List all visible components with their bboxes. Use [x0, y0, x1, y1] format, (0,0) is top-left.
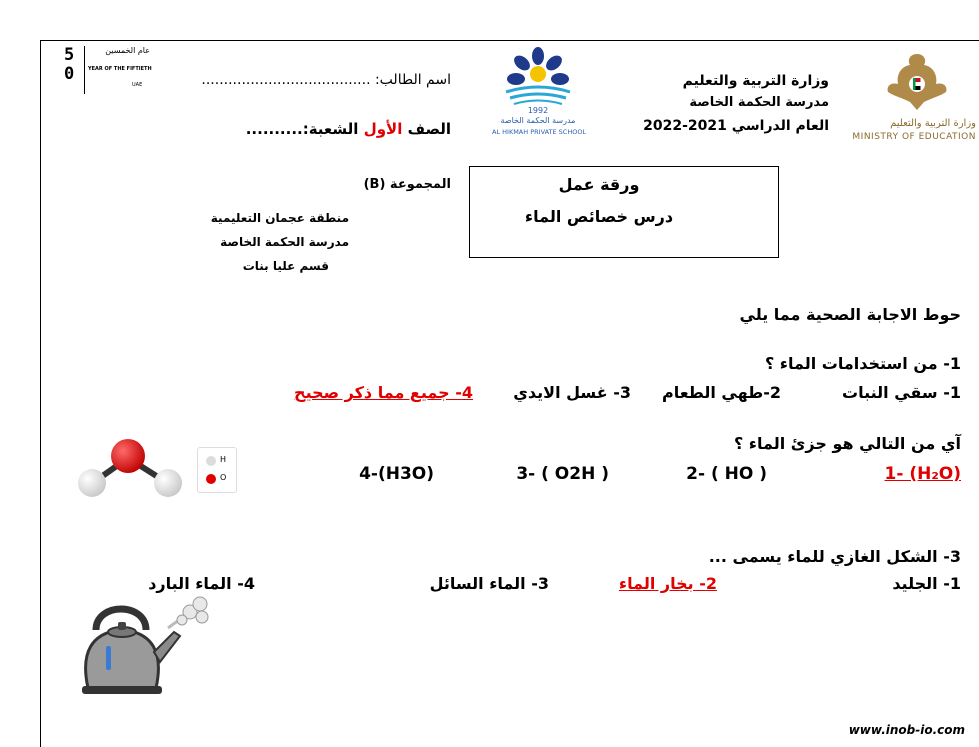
lesson-title-box — [469, 166, 779, 258]
group-label: المجموعة (B) — [363, 177, 451, 192]
school-name: مدرسة الحكمة الخاصة — [689, 95, 829, 110]
page-frame-left — [40, 40, 41, 747]
grade-section-line — [246, 120, 451, 138]
year-fifty-logo — [62, 46, 152, 98]
hydrogen-dot-icon — [206, 456, 216, 466]
legend-hydrogen-label: H — [220, 455, 227, 464]
school-emblem-icon — [492, 46, 584, 106]
q2-option-1[interactable] — [885, 464, 961, 484]
year-fifty-divider — [84, 46, 85, 94]
emblem-falcon-icon — [858, 48, 976, 116]
academic-year: العام الدراسي 2021-2022 — [643, 118, 829, 134]
page-frame-top — [40, 40, 979, 41]
website-link[interactable]: www.inob-io.com — [848, 723, 965, 737]
region-line-1: منطقة عجمان التعليمية — [210, 211, 349, 225]
ministry-name: وزارة التربية والتعليم — [682, 73, 829, 89]
instruction: حوط الاجابة الصحية مما يلي — [739, 305, 961, 324]
q3-option-2[interactable] — [619, 574, 717, 593]
grade-label: الصف — [407, 120, 451, 138]
year-fifty-number: 50 — [64, 45, 75, 84]
molecule-legend — [197, 447, 237, 493]
q3-option-1[interactable]: 1- الجليد — [892, 574, 961, 593]
ministry-logo-ar: وزارة التربية والتعليم — [890, 118, 976, 129]
q1-option-4-correct[interactable]: 4- جميع مما ذكر صحيح — [294, 383, 473, 402]
ministry-logo — [852, 48, 976, 148]
q2-option-1-correct[interactable]: 1- (H₂O) — [884, 464, 961, 484]
q3-option-3[interactable]: 3- الماء السائل — [429, 574, 549, 593]
q1-option-2[interactable]: 2-طهي الطعام — [661, 383, 781, 402]
worksheet-title: ورقة عمل — [558, 175, 640, 194]
school-logo — [492, 46, 587, 138]
q2-option-2[interactable]: 2- ( HO ) — [686, 464, 767, 484]
q1-option-3[interactable]: 3- غسل الايدي — [513, 383, 631, 402]
q3-option-4[interactable]: 4- الماء البارد — [148, 574, 255, 593]
student-name-field[interactable]: اسم الطالب: ...................................... — [201, 72, 451, 88]
oxygen-dot-icon — [206, 474, 216, 484]
q1-question: 1- من استخدامات الماء ؟ — [764, 354, 961, 373]
year-fifty-sub: UAE — [132, 82, 143, 88]
year-fifty-en: YEAR OF THE FIFTIETH — [88, 66, 152, 72]
school-logo-year: 1992 — [527, 106, 549, 115]
q2-option-4[interactable]: 4-(H3O) — [359, 464, 434, 484]
q3-option-2-correct[interactable]: 2- بخار الماء — [618, 574, 717, 593]
q2-option-3[interactable]: 3- ( O2H ) — [516, 464, 609, 484]
section-field[interactable]: الشعبة:.......... — [245, 120, 359, 138]
legend-oxygen-label: O — [220, 473, 227, 482]
region-line-2: مدرسة الحكمة الخاصة — [220, 235, 349, 249]
q1-option-1[interactable]: 1- سقي النبات — [842, 383, 961, 402]
school-logo-ar: مدرسة الحكمة الخاصة — [500, 116, 576, 125]
year-fifty-ar: عام الخمسين — [105, 46, 150, 55]
grade-value: الأول — [363, 120, 403, 138]
lesson-title: درس خصائص الماء — [524, 207, 674, 226]
steaming-kettle-icon — [70, 592, 220, 696]
q3-question: 3- الشكل الغازي للماء يسمى ... — [708, 547, 961, 566]
region-line-3: قسم عليا بنات — [242, 259, 329, 273]
q2-question: آي من التالي هو جزئ الماء ؟ — [733, 434, 961, 453]
ministry-logo-en: MINISTRY OF EDUCATION — [852, 132, 976, 142]
water-molecule-icon — [70, 428, 190, 504]
school-logo-en: AL HIKMAH PRIVATE SCHOOL — [492, 128, 587, 136]
